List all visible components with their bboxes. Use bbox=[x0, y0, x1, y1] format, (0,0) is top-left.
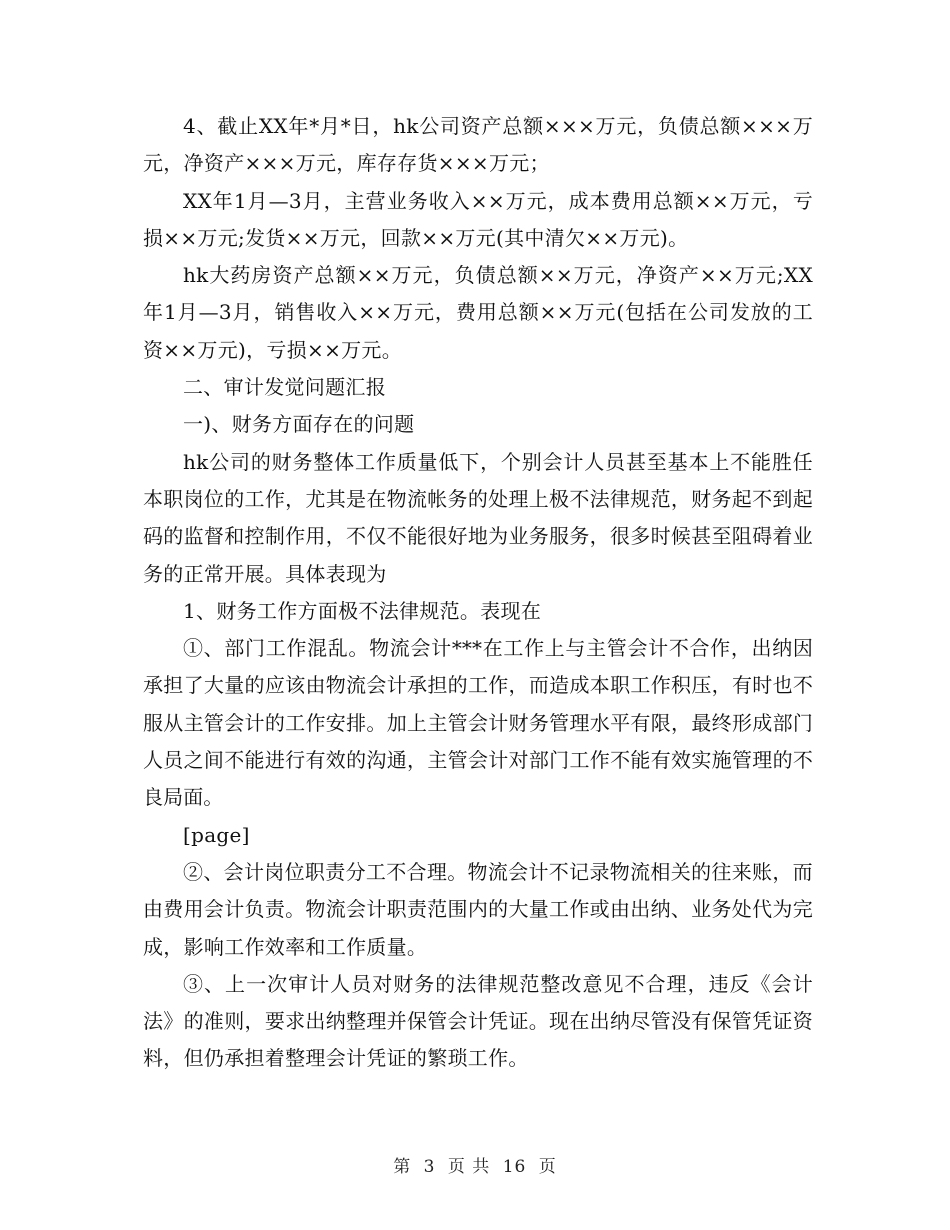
paragraph-role-division: ②、会计岗位职责分工不合理。物流会计不记录物流相关的往来账，而由费用会计负责。物流会计职责范围内的大量工作或由出纳、业务处代为完成，影响工作效率和工作质量。 bbox=[143, 859, 813, 959]
paragraph-previous-audit: ③、上一次审计人员对财务的法律规范整改意见不合理，违反《会计法》的准则，要求出纳整理并保管会计凭证。现在出纳尽管没有保管凭证资料，但仍承担着整理会计凭证的繁琐工作。 bbox=[143, 971, 813, 1071]
paragraph-department-chaos: ①、部门工作混乱。物流会计***在工作上与主管会计不合作，出纳因承担了大量的应该由物流会计承担的工作，而造成本职工作积压，有时也不服从主管会计的工作安排。加上主管会计财务管理水平有限，最终形成部门人员之间不能进行有效的沟通，主管会计对部门工作不能有效实施管理的不良局面。 bbox=[143, 636, 813, 810]
subsection-heading-finance-issues: 一)、财务方面存在的问题 bbox=[183, 412, 415, 437]
footer-middle: 页 共 bbox=[447, 1157, 491, 1177]
paragraph-finance-quality: hk公司的财务整体工作质量低下，个别会计人员甚至基本上不能胜任本职岗位的工作，尤其是在物流帐务的处理上极不法律规范，财务起不到起码的监督和控制作用，不仅不能很好地为业务服务，很多时候甚至阻碍着业务的正常开展。具体表现为 bbox=[143, 449, 813, 586]
page-marker: [page] bbox=[183, 822, 250, 847]
footer-suffix: 页 bbox=[538, 1157, 557, 1177]
paragraph-pharmacy-summary: hk大药房资产总额××万元，负债总额××万元，净资产××万元;XX年1月—3月，销售收入××万元，费用总额××万元(包括在公司发放的工资××万元)，亏损××万元。 bbox=[143, 263, 813, 362]
section-heading-audit-findings: 二、审计发觉问题汇报 bbox=[183, 375, 386, 400]
footer-current-page: 3 bbox=[423, 1157, 436, 1177]
page-footer bbox=[0, 1152, 950, 1177]
footer-total-pages: 16 bbox=[502, 1157, 527, 1177]
item-heading-nonstandard-work: 1、财务工作方面极不法律规范。表现在 bbox=[183, 598, 542, 623]
footer-prefix: 第 bbox=[393, 1157, 412, 1177]
document-body bbox=[143, 108, 813, 1078]
paragraph-assets-summary: 4、截止XX年*月*日，hk公司资产总额×××万元，负债总额×××万元，净资产×××万元，库存存货×××万元； bbox=[143, 114, 813, 176]
paragraph-q1-revenue: XX年1月—3月，主营业务收入××万元，成本费用总额××万元，亏损××万元;发货××万元，回款××万元(其中清欠××万元)。 bbox=[143, 188, 813, 250]
